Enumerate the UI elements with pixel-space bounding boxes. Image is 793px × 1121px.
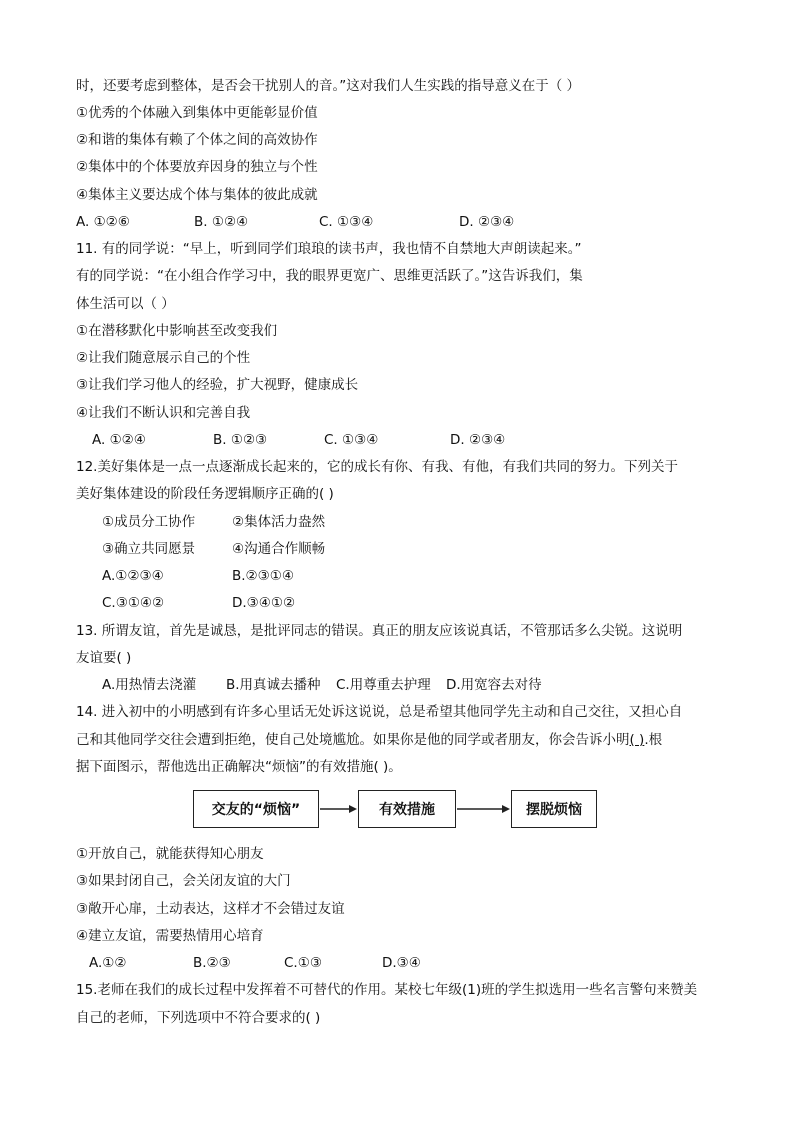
flow-box-problem: 交友的“烦恼” [193,790,319,828]
q10-option-a: A. ①②⑥ [76,214,130,230]
q11-item-2: ②让我们随意展示自己的个性 [76,350,251,366]
q12-stem-1: 12.美好集体是一点一点逐渐成长起来的，它的成长有你、有我、有他，有我们共同的努力。下列关于 [76,459,678,475]
q10-item-4: ④集体主义要达成个体与集体的彼此成就 [76,187,318,203]
flow-arrowhead-2 [502,805,510,813]
q14-item-4: ④建立友谊，需要热情用心培育 [76,928,264,944]
q11-option-d: D. ②③④ [450,432,506,448]
q12-item-4: ④沟通合作顺畅 [232,541,326,557]
q12-stem-2: 美好集体建设的阶段任务逻辑顺序正确的( ) [76,486,334,502]
q14-stem-3: 据下面图示，帮他选出正确解决“烦恼”的有效措施( )。 [76,759,402,775]
flow-box-solution: 摆脱烦恼 [511,790,597,828]
q13-stem-1: 13. 所谓友谊，首先是诚恳，是批评同志的错误。真正的朋友应该说真话，不管那话多么尖锐。这说明 [76,623,683,639]
q12-item-2: ②集体活力盎然 [232,514,326,530]
q14-option-d: D.③④ [382,955,421,971]
q13-option-a: A.用热情去浇灌 [102,677,197,693]
q14-item-2: ③如果封闭自己，会关闭友谊的大门 [76,873,291,889]
q11-option-b: B. ①②③ [213,432,268,448]
q11-stem-2: 有的同学说：“在小组合作学习中，我的眼界更宽广、思维更活跃了。”这告诉我们，集 [76,268,583,284]
q11-option-c: C. ①③④ [324,432,379,448]
q12-option-b: B.②③①④ [232,568,294,584]
q12-option-c: C.③①④② [102,595,165,611]
q14-item-3: ③敞开心扉，土动表达，这样才不会错过友谊 [76,901,345,917]
q13-stem-2: 友谊要( ) [76,650,132,666]
q11-stem-3: 体生活可以（ ） [76,296,175,312]
q14-stem-1: 14. 进入初中的小明感到有许多心里话无处诉这说说，总是希望其他同学先主动和自己交往，又担心自 [76,704,683,720]
q10-option-c: C. ①③④ [319,214,374,230]
q10-option-d: D. ②③④ [459,214,515,230]
q11-option-a: A. ①②④ [92,432,146,448]
q14-answer-blank[interactable]: ( ) [629,732,645,748]
q12-option-a: A.①②③④ [102,568,164,584]
q15-stem-1: 15.老师在我们的成长过程中发挥着不可替代的作用。某校七年级(1)班的学生拟选用一些名言警句来赞美 [76,982,698,998]
q12-option-d: D.③④①② [232,595,296,611]
q11-item-4: ④让我们不断认识和完善自我 [76,405,251,421]
flow-arrowhead-1 [349,805,357,813]
q13-option-b: B.用真诚去播种 [226,677,321,693]
q14-stem-2-text: 己和其他同学交往会遭到拒绝，使自己处境尴尬。如果你是他的同学或者朋友，你会告诉小明 [76,732,630,748]
q14-stem-2-tail: .根 [644,732,663,748]
q14-option-a: A.①② [89,955,127,971]
q12-item-1: ①成员分工协作 [102,514,196,530]
q12-item-3: ③确立共同愿景 [102,541,196,557]
q10-stem: 时，还要考虑到整体，是否会干扰别人的音。”这对我们人生实践的指导意义在于（ ） [76,78,581,94]
q10-item-1: ①优秀的个体融入到集体中更能彰显价值 [76,105,318,121]
q10-item-3: ②集体中的个体要放弃因身的独立与个性 [76,159,318,175]
q14-option-c: C.①③ [284,955,322,971]
q13-option-d: D.用宽容去对待 [446,677,542,693]
q11-item-1: ①在潜移默化中影响甚至改变我们 [76,323,278,339]
q15-stem-2: 自己的老师，下列选项中不符合要求的( ) [76,1010,321,1026]
q10-option-b: B. ①②④ [194,214,249,230]
q10-item-2: ②和谐的集体有赖了个体之间的高效协作 [76,132,318,148]
flow-box-measures: 有效措施 [358,790,456,828]
q14-option-b: B.②③ [193,955,231,971]
q14-item-1: ①开放自己，就能获得知心朋友 [76,846,264,862]
q13-option-c: C.用尊重去护理 [336,677,431,693]
q11-stem-1: 11. 有的同学说：“早上，听到同学们琅琅的读书声，我也情不自禁地大声朗读起来。” [76,241,582,257]
q11-item-3: ③让我们学习他人的经验，扩大视野，健康成长 [76,377,359,393]
